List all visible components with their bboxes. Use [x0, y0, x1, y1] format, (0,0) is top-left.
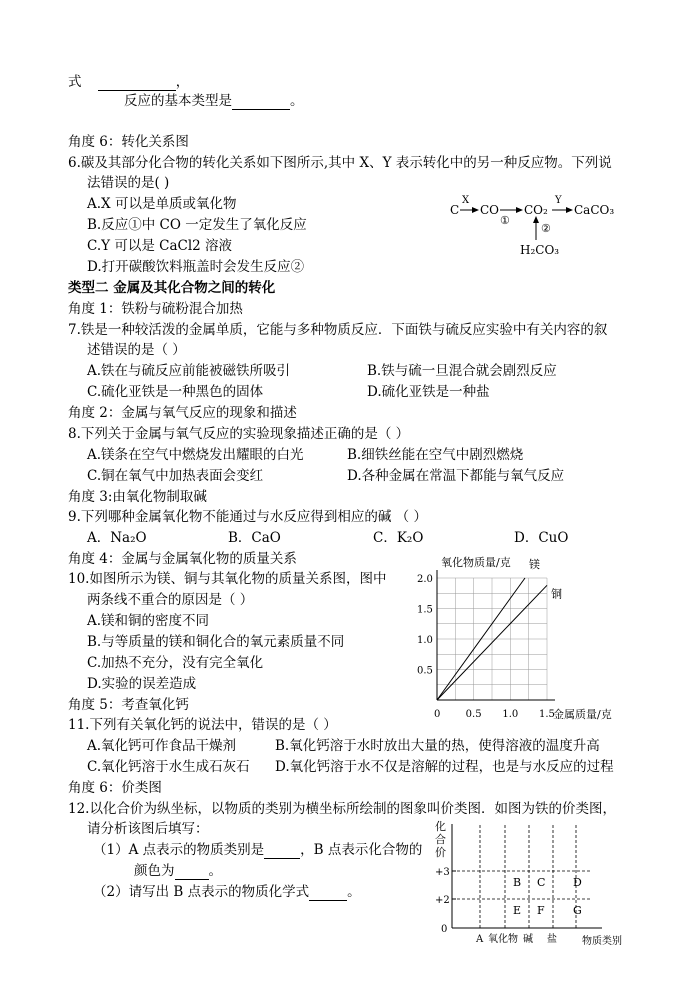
valence-category-label: A: [476, 934, 484, 945]
answer-blank: [98, 76, 176, 91]
q12-sub-2-b: 。: [347, 884, 361, 900]
series-label-magnesium: 镁: [529, 558, 540, 571]
q8-option-d: D.各种金属在常温下都能与氧气反应: [347, 468, 565, 484]
q12-sub-1-d: 。: [208, 863, 222, 879]
x-tick-label: 0: [434, 709, 441, 720]
valence-point-E: E: [513, 904, 522, 917]
mass-chart-x-axis-label: 金属质量/克: [553, 708, 612, 721]
answer-blank: [264, 844, 300, 859]
y-tick-label: 2.0: [417, 574, 433, 585]
top-line-1-prefix: 式: [68, 74, 82, 90]
q12-stem-2: 请分析该图后填写：: [87, 821, 209, 837]
diagram-c: C: [450, 203, 460, 217]
q6-stem-1: 6.碳及其部分化合物的转化关系如下图所示,其中 X、Y 表示转化中的另一种反应物。下列说: [68, 155, 612, 171]
q7-stem-1: 7.铁是一种较活泼的金属单质，它能与多种物质反应．下面铁与硫反应实验中有关内容的叙: [68, 322, 608, 338]
answer-blank: [309, 886, 347, 901]
angle-6b-title: 角度 6：价类图: [68, 780, 162, 796]
q7-option-d: D.硫化亚铁是一种盐: [367, 384, 490, 400]
x-tick-label: 1.5: [539, 709, 555, 720]
q10-stem-2: 两条线不重合的原因是（ ）: [87, 592, 254, 608]
q6-option-c: C.Y 可以是 CaCl2 溶液: [87, 238, 233, 254]
valence-y-tick-label: +2: [435, 895, 450, 906]
q12-sub-2: [93, 883, 361, 901]
q8-option-a: A.镁条在空气中燃烧发出耀眼的白光: [87, 447, 304, 463]
q7-option-b: B.铁与硫一旦混合就会剧烈反应: [367, 363, 557, 379]
metal-oxide-mass-chart: [405, 552, 635, 724]
valence-point-B: B: [513, 876, 522, 889]
diagram-co2: CO₂: [524, 203, 548, 217]
diagram-x: X: [462, 195, 470, 206]
q11-option-b: B.氧化钙溶于水时放出大量的热，使得溶液的温度升高: [275, 738, 600, 754]
q10-option-c: C.加热不充分，没有完全氧化: [87, 655, 264, 671]
valence-chart-y-label-char: 合: [435, 833, 446, 846]
answer-blank: [232, 95, 290, 110]
top-line-2-suffix: 。: [290, 93, 304, 109]
diagram-reaction-2: ②: [541, 222, 551, 235]
q8-option-b: B.细铁丝能在空气中剧烈燃烧: [347, 447, 524, 463]
diagram-y: Y: [555, 195, 562, 206]
reaction-type-label: 反应的基本类型是: [124, 93, 232, 109]
q7-option-a: A.铁在与硫反应前能被磁铁所吸引: [87, 363, 291, 379]
q8-stem: 8.下列关于金属与氧气反应的实验现象描述正确的是（ ）: [68, 426, 410, 442]
x-tick-label: 1.0: [502, 709, 519, 720]
x-tick-label: 0.5: [465, 709, 482, 720]
valence-x-axis-label: 物质类别: [582, 936, 622, 947]
answer-blank: [175, 865, 209, 880]
q9-option-b: B．CaO: [228, 530, 281, 546]
angle-1-title: 角度 1：铁粉与硫粉混合加热: [68, 301, 243, 317]
q6-option-a: A.X 可以是单质或氧化物: [87, 196, 237, 212]
valence-chart-y-label-char: 化: [435, 820, 446, 833]
diagram-reaction-1: ①: [500, 214, 510, 227]
diagram-h2co3: H₂CO₃: [520, 243, 560, 257]
top-line-1-suffix: ，: [175, 74, 190, 90]
q12-sub-2-a: （2）请写出 B 点表示的物质化学式: [93, 884, 310, 900]
valence-point-D: D: [573, 876, 582, 889]
q10-option-b: B.与等质量的镁和铜化合的氧元素质量不同: [87, 634, 345, 650]
angle-4-title: 角度 4：金属与金属氧化物的质量关系: [68, 551, 297, 567]
q12-sub-1-line-2: [134, 862, 222, 880]
valence-point-G: G: [573, 904, 582, 917]
y-tick-label: 0.5: [417, 665, 433, 677]
y-tick-label: 1.5: [417, 604, 433, 616]
q6-stem-2: 法错误的是( ): [87, 175, 170, 191]
valence-y-tick-label: +3: [435, 867, 450, 878]
top-line-1: [68, 73, 189, 91]
q9-option-c: C．K₂O: [373, 530, 424, 546]
angle-3-title: 角度 3:由氧化物制取碱: [68, 489, 207, 505]
angle-6-title: 角度 6：转化关系图: [68, 134, 189, 150]
q12-sub-1-a: （1）A 点表示的物质类别是: [93, 842, 265, 858]
q11-option-d: D.氧化钙溶于水不仅是溶解的过程，也是与水反应的过程: [275, 759, 614, 775]
q11-option-c: C.氧化钙溶于水生成石灰石: [87, 759, 250, 775]
valence-point-F: F: [537, 904, 545, 917]
q10-option-d: D.实验的误差造成: [87, 676, 197, 692]
q8-option-c: C.铜在氧气中加热表面会变红: [87, 468, 264, 484]
type-2-title: 类型二 金属及其化合物之间的转化: [68, 280, 276, 296]
q7-option-c: C.硫化亚铁是一种黑色的固体: [87, 384, 264, 400]
valence-category-label: 盐: [547, 934, 557, 945]
series-label-copper: 铜: [551, 587, 562, 601]
valence-category-label: 氧化物: [488, 934, 518, 945]
q9-option-d: D．CuO: [514, 530, 569, 546]
angle-5-title: 角度 5：考查氧化钙: [68, 697, 189, 713]
q7-stem-2: 述错误的是（ ）: [87, 342, 186, 358]
q11-stem: 11.下列有关氧化钙的说法中，错误的是（ ）: [68, 717, 337, 733]
q6-option-b: B.反应①中 CO 一定发生了氧化反应: [87, 217, 307, 233]
valence-y-tick-label: 0: [441, 924, 448, 935]
q9-stem: 9.下列哪种金属氧化物不能通过与水反应得到相应的碱 （ ）: [68, 509, 427, 525]
q10-stem-1: 10.如图所示为镁、铜与其氧化物的质量关系图，图中: [68, 571, 387, 587]
q9-option-a: A．Na₂O: [87, 530, 147, 546]
q12-sub-1-c: 颜色为: [134, 863, 175, 879]
q11-option-a: A.氧化钙可作食品干燥剂: [87, 738, 237, 754]
q12-sub-1-b: ，B 点表示化合物的: [300, 842, 423, 858]
valence-chart-y-label-char: 价: [435, 846, 446, 859]
mass-chart-y-axis-label: 氧化物质量/克: [441, 556, 511, 569]
top-line-2: [124, 92, 304, 110]
iron-valence-category-chart: [425, 816, 635, 951]
angle-2-title: 角度 2：金属与氧气反应的现象和描述: [68, 405, 297, 421]
q12-sub-1-line-1: [93, 841, 422, 859]
valence-point-C: C: [537, 876, 546, 889]
q6-option-d: D.打开碳酸饮料瓶盖时会发生反应②: [87, 259, 305, 275]
diagram-co: CO: [480, 203, 500, 217]
diagram-caco3: CaCO₃: [574, 203, 615, 217]
y-tick-label: 1.0: [417, 635, 433, 646]
carbon-transformation-diagram: [440, 188, 630, 268]
q12-stem-1: 12.以化合价为纵坐标，以物质的类别为横坐标所绘制的图象叫价类图．如图为铁的价类图，: [68, 801, 616, 817]
q10-option-a: A.镁和铜的密度不同: [87, 613, 210, 629]
valence-category-label: 碱: [523, 934, 533, 945]
